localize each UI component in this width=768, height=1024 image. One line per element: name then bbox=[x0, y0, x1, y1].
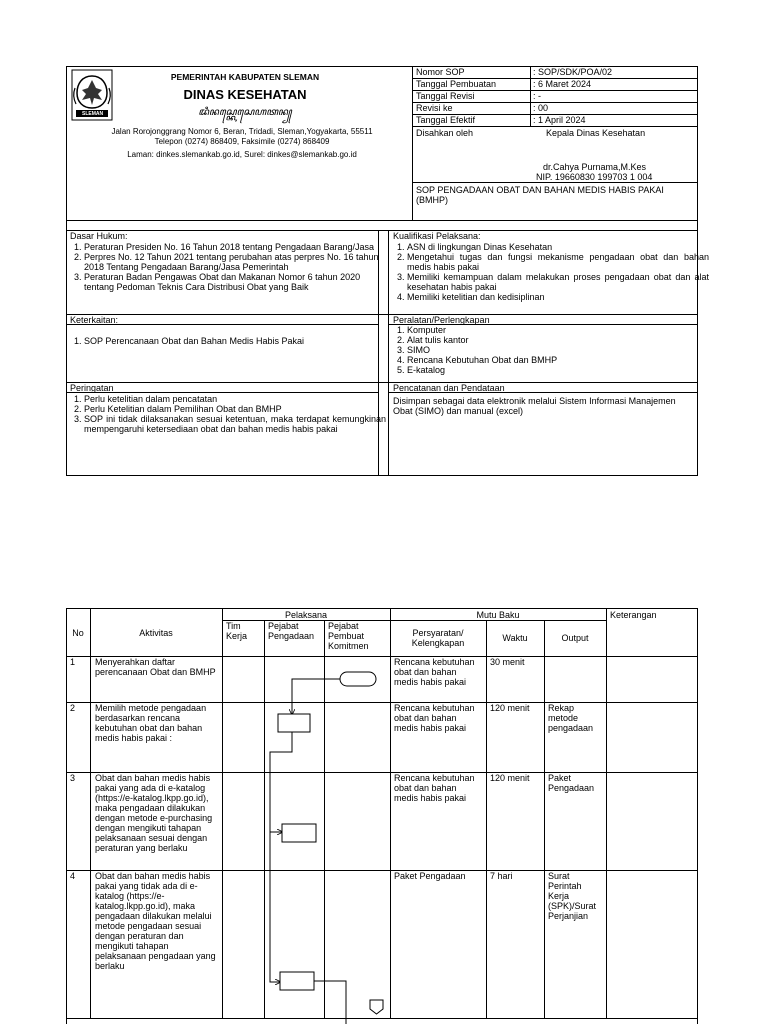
approver-nip: NIP. 19660830 199703 1 004 bbox=[536, 172, 653, 182]
col-pejabat-pengadaan: Pejabat Pengadaan bbox=[268, 621, 315, 641]
peralatan-item: 4. Rencana Kebutuhan Obat dan BMHP bbox=[407, 355, 709, 365]
address-line-3: Laman: dinkes.slemankab.go.id, Surel: dinkes@slemankab.go.id bbox=[127, 150, 357, 159]
process-2-box bbox=[278, 714, 310, 732]
row-4-no: 4 bbox=[70, 871, 76, 881]
col-pelaksana: Pelaksana bbox=[284, 610, 328, 620]
meta-label-revisi: Tanggal Revisi bbox=[416, 91, 475, 101]
pencatatan-text: Disimpan sebagai data elektronik melalui Sistem Informasi Manajemen Obat (SIMO) dan manual (excel) bbox=[393, 396, 676, 416]
row-2-persyaratan: Rencana kebutuhan obat dan bahan medis habis pakai bbox=[394, 703, 475, 733]
approver-name: dr.Cahya Purnama,M.Kes bbox=[543, 162, 647, 172]
keterkaitan-list bbox=[70, 336, 386, 346]
peringatan-title: Peringatan bbox=[70, 383, 114, 393]
logo-caption: SLEMAN bbox=[82, 111, 104, 117]
row-3-persyaratan: Rencana kebutuhan obat dan bahan medis habis pakai bbox=[394, 773, 475, 803]
meta-value-revisi-ke: : 00 bbox=[533, 103, 549, 113]
meta-label-efektif: Tanggal Efektif bbox=[416, 115, 476, 125]
keterkaitan-title: Keterkaitan: bbox=[70, 315, 119, 325]
peringatan-item: 1. Perlu ketelitian dalam pencatatan bbox=[84, 394, 386, 404]
approver-title: Kepala Dinas Kesehatan bbox=[546, 128, 646, 138]
kualifikasi-item: 4. Memiliki ketelitian dan kedisiplinan bbox=[407, 292, 709, 302]
col-waktu: Waktu bbox=[502, 633, 528, 643]
peralatan-item: 3. SIMO bbox=[407, 345, 709, 355]
row-3-output: Paket Pengadaan bbox=[548, 773, 595, 793]
sleman-logo bbox=[70, 68, 114, 122]
row-3-waktu: 120 menit bbox=[490, 773, 530, 783]
col-ppk: Pejabat Pembuat Komitmen bbox=[328, 621, 369, 651]
row-4-aktivitas: Obat dan bahan medis habis pakai yang tidak ada di e-katalog (https://e-katalog.lkpp.go.id), maka pengadaan dilakukan melalui metode pengadaan sesuai dengan peraturan dan mengikuti tahapan pelaksanaan pengadaan yang berlaku bbox=[95, 871, 216, 971]
keterkaitan-item: 1. SOP Perencanaan Obat dan Bahan Medis Habis Pakai bbox=[84, 336, 386, 346]
row-1-persyaratan: Rencana kebutuhan obat dan bahan medis habis pakai bbox=[394, 657, 475, 687]
connector-1-2 bbox=[292, 679, 340, 714]
meta-label-pembuatan: Tanggal Pembuatan bbox=[416, 79, 497, 89]
row-4-waktu: 7 hari bbox=[490, 871, 513, 881]
row-3-no: 3 bbox=[70, 773, 76, 783]
process-3-box bbox=[282, 824, 316, 842]
address-line-2: Telepon (0274) 868409, Faksimile (0274) 868409 bbox=[154, 137, 330, 146]
col-mutu-baku: Mutu Baku bbox=[476, 610, 520, 620]
row-2-no: 2 bbox=[70, 703, 76, 713]
peringatan-list bbox=[70, 394, 386, 434]
col-aktivitas: Aktivitas bbox=[139, 628, 173, 638]
offpage-connector bbox=[370, 1000, 383, 1014]
row-2-waktu: 120 menit bbox=[490, 703, 530, 713]
col-tim-kerja: Tim Kerja bbox=[226, 621, 248, 641]
row-2-aktivitas: Memilih metode pengadaan berdasarkan rencana kebutuhan obat dan bahan medis habis pakai : bbox=[95, 703, 207, 743]
gov-name: PEMERINTAH KABUPATEN SLEMAN bbox=[170, 72, 320, 82]
office-name-javanese: ꦢꦶꦤꦱ꧀ꦏꦺꦱꦺꦲꦠꦤ꧀ bbox=[198, 107, 292, 118]
col-no: No bbox=[72, 628, 84, 638]
peralatan-list bbox=[393, 325, 709, 375]
meta-value-efektif: : 1 April 2024 bbox=[533, 115, 586, 125]
meta-label-revisi-ke: Revisi ke bbox=[416, 103, 453, 113]
peralatan-title: Peralatan/Perlengkapan bbox=[393, 315, 490, 325]
dasar-hukum-title: Dasar Hukum: bbox=[70, 231, 128, 241]
row-1-waktu: 30 menit bbox=[490, 657, 525, 667]
row-3-aktivitas: Obat dan bahan medis habis pakai yang ada di e-katalog (https://e-katalog.lkpp.go.id), maka pengadaan dilakukan dengan metode e-purchasing dengan mengikuti tahapan pelaksanaan sesuai dengan peraturan yang berlaku bbox=[95, 773, 213, 853]
dasar-hukum-item: 3. Peraturan Badan Pengawas Obat dan Makanan Nomor 6 tahun 2020 tentang Pedoman Teknis Cara Distribusi Obat yang Baik bbox=[84, 272, 386, 292]
connector-3-4 bbox=[270, 832, 280, 982]
dasar-hukum-item: 2. Perpres No. 12 Tahun 2021 tentang perubahan atas perpres No. 16 tahun 2018 Tentang Pengadaan Barang/Jasa Pemerintah bbox=[84, 252, 386, 272]
dasar-hukum-list bbox=[70, 242, 386, 292]
row-1-no: 1 bbox=[70, 657, 76, 667]
peralatan-item: 1. Komputer bbox=[407, 325, 709, 335]
col-output: Output bbox=[561, 633, 589, 643]
peralatan-item: 5. E-katalog bbox=[407, 365, 709, 375]
col-persyaratan: Persyaratan/ Kelengkapan bbox=[411, 628, 465, 648]
sop-title: SOP PENGADAAN OBAT DAN BAHAN MEDIS HABIS PAKAI (BMHP) bbox=[416, 185, 664, 205]
meta-value-revisi: : - bbox=[533, 91, 541, 101]
process-4-box bbox=[280, 972, 314, 990]
office-name: DINAS KESEHATAN bbox=[183, 87, 307, 102]
row-2-output: Rekap metode pengadaan bbox=[548, 703, 594, 733]
meta-value-nomor: : SOP/SDK/POA/02 bbox=[533, 67, 613, 77]
peringatan-item: 3. SOP ini tidak dilaksanakan sesuai ketentuan, maka terdapat kemungkinan mempengaruhi ketersediaan obat dan bahan medis habis pakai bbox=[84, 414, 386, 434]
kualifikasi-item: 2. Mengetahui tugas dan fungsi mekanisme pengadaan obat dan bahan medis habis pakai bbox=[407, 252, 709, 272]
connector-2-3 bbox=[270, 732, 292, 832]
kualifikasi-item: 1. ASN di lingkungan Dinas Kesehatan bbox=[407, 242, 709, 252]
meta-value-pembuatan: : 6 Maret 2024 bbox=[533, 79, 592, 89]
dasar-hukum-item: 1. Peraturan Presiden No. 16 Tahun 2018 tentang Pengadaan Barang/Jasa bbox=[84, 242, 386, 252]
meta-label-nomor: Nomor SOP bbox=[416, 67, 465, 77]
kualifikasi-item: 3. Memiliki kemampuan dalam melakukan proses pengadaan obat dan alat kesehatan habis pakai bbox=[407, 272, 709, 292]
row-1-aktivitas: Menyerahkan daftar perencanaan Obat dan BMHP bbox=[95, 657, 216, 677]
start-terminator bbox=[340, 672, 376, 686]
pencatatan-title: Pencatanan dan Pendataan bbox=[393, 383, 505, 393]
approved-label: Disahkan oleh bbox=[416, 128, 474, 138]
col-keterangan: Keterangan bbox=[610, 610, 657, 620]
kualifikasi-list bbox=[393, 242, 709, 302]
peringatan-item: 2. Perlu Ketelitian dalam Pemilihan Obat dan BMHP bbox=[84, 404, 386, 414]
address-line-1: Jalan Rorojonggrang Nomor 6, Beran, Tridadi, Sleman,Yogyakarta, 55511 bbox=[111, 127, 373, 136]
row-4-output: Surat Perintah Kerja (SPK)/Surat Perjanjian bbox=[548, 871, 597, 921]
row-4-persyaratan: Paket Pengadaan bbox=[394, 871, 466, 881]
kualifikasi-title: Kualifikasi Pelaksana: bbox=[393, 231, 481, 241]
peralatan-item: 2. Alat tulis kantor bbox=[407, 335, 709, 345]
